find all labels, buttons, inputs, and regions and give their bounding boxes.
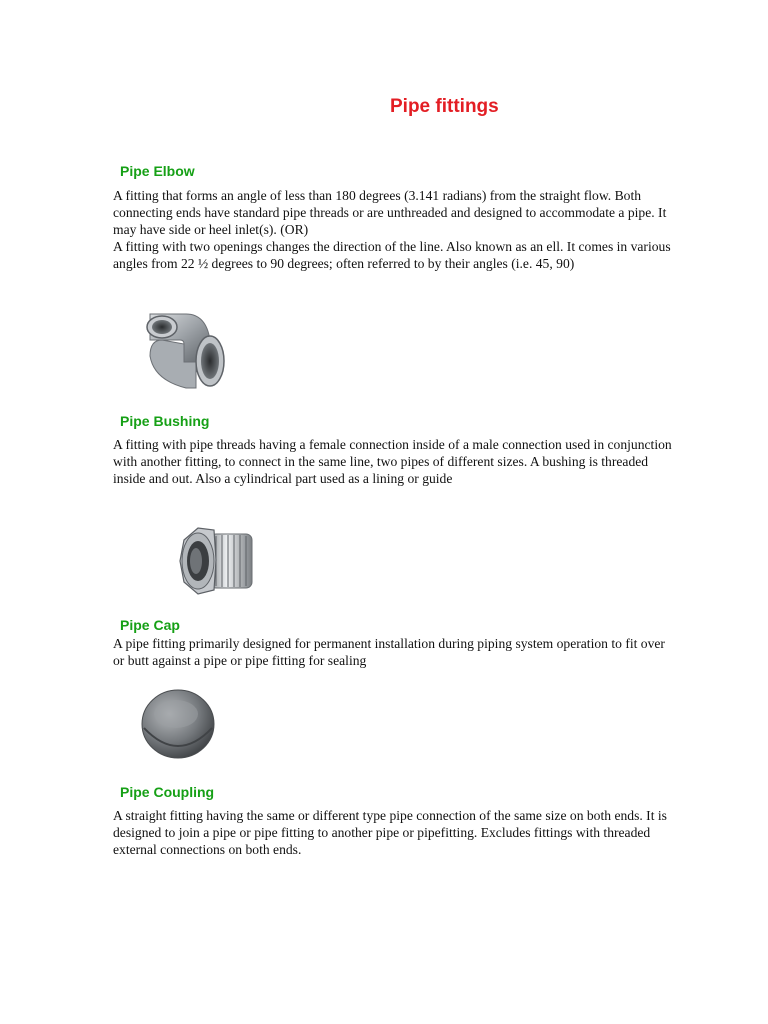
paragraph-pipe-elbow-1: A fitting that forms an angle of less than 180 degrees (3.141 radians) from the straight flow. Both connecting ends have standard pipe threads or are unthreaded and designed to accommodate a pipe. It may have side or heel inlet(s). (OR) — [113, 188, 667, 237]
paragraph-pipe-cap-1: A pipe fitting primarily designed for permanent installation during piping system operation to fit over or butt against a pipe or pipe fitting for sealing — [113, 636, 665, 668]
heading-pipe-elbow: Pipe Elbow — [120, 163, 195, 179]
paragraph-pipe-bushing — [113, 436, 673, 487]
paragraph-pipe-cap — [113, 635, 673, 669]
paragraph-pipe-coupling — [113, 807, 673, 858]
heading-pipe-bushing: Pipe Bushing — [120, 413, 210, 429]
paragraph-pipe-bushing-1: A fitting with pipe threads having a female connection inside of a male connection used in conjunction with another fitting, to connect in the same line, two pipes of different sizes. A bushing is threaded inside and out. Also a cylindrical part used as a lining or guide — [113, 437, 672, 486]
pipe-elbow-image — [140, 300, 232, 392]
heading-pipe-cap: Pipe Cap — [120, 617, 180, 633]
pipe-cap-image — [138, 684, 218, 764]
paragraph-pipe-coupling-1: A straight fitting having the same or different type pipe connection of the same size on both ends. It is designed to join a pipe or pipe fitting to another pipe or pipefitting. Excludes fittings with threaded external connections on both ends. — [113, 808, 667, 857]
paragraph-pipe-elbow — [113, 187, 673, 272]
heading-pipe-coupling: Pipe Coupling — [120, 784, 215, 800]
pipe-bushing-image — [176, 518, 258, 602]
page-title: Pipe fittings — [390, 96, 499, 117]
paragraph-pipe-elbow-2: A fitting with two openings changes the direction of the line. Also known as an ell. It comes in various angles from 22 ½ degrees to 90 degrees; often referred to by their angles (i.e. 45, 90) — [113, 239, 671, 271]
